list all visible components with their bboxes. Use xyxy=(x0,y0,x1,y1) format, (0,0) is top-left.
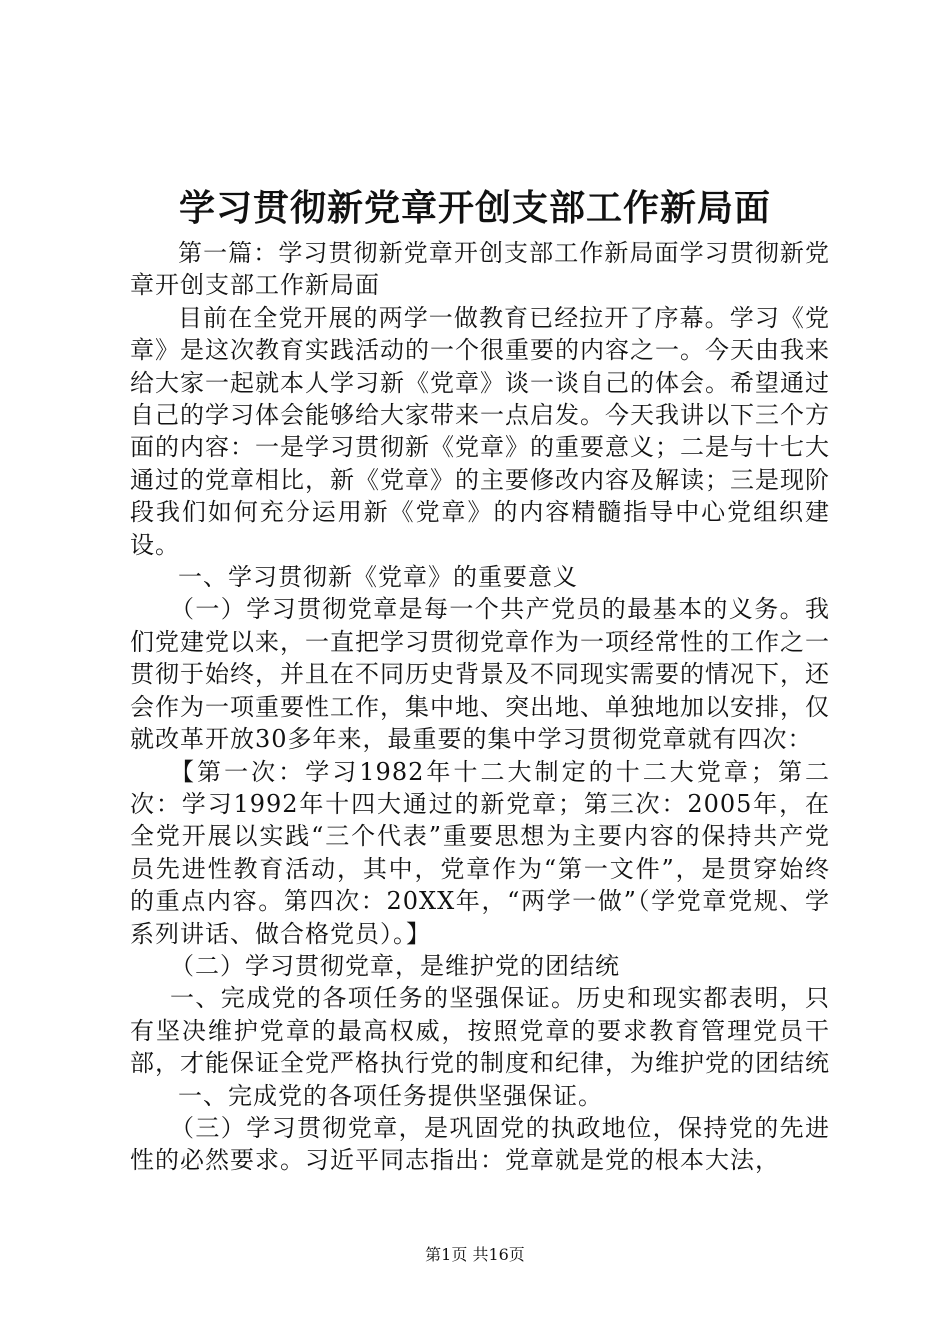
paragraph-point-2-end: 一、完成党的各项任务提供坚强保证。 xyxy=(178,1081,603,1110)
paragraph-point-1: （一）学习贯彻党章是每一个共产党员的最基本的义务。我们党建党以来，一直把学习贯彻党章作为一项经常性的工作之一贯彻于始终，并且在不同历史背景及不同现实需要的情况下，还会作为一项重要性工作，集中地、突出地、单独地加以安排，仅就改革开放30多年来，最重要的集中学习贯彻党章就有四次： xyxy=(130,595,830,754)
document-title: 学习贯彻新党章开创支部工作新局面 xyxy=(178,187,771,229)
section-heading-1: 一、学习贯彻新《党章》的重要意义 xyxy=(178,563,578,592)
paragraph-chapter-heading: 第一篇：学习贯彻新党章开创支部工作新局面学习贯彻新党章开创支部工作新局面 xyxy=(130,239,830,300)
document-body xyxy=(130,237,830,1177)
paragraph-point-2: （二）学习贯彻党章，是维护党的团结统 xyxy=(170,951,620,980)
page-number-footer: 第1页 共16页 xyxy=(425,1245,525,1264)
paragraph-point-3: （三）学习贯彻党章，是巩固党的执政地位，保持党的先进性的必然要求。习近平同志指出：党章就是党的根本大法， xyxy=(130,1113,830,1175)
paragraph-point-2-body: 一、完成党的各项任务的坚强保证。历史和现实都表明，只有坚决维护党章的最高权威，按照党章的要求教育管理党员干部，才能保证全党严格执行党的制度和纪律，为维护党的团结统 xyxy=(130,984,830,1078)
paragraph-bracket-list: 【第一次：学习1982年十二大制定的十二大党章；第二次：学习1992年十四大通过的新党章；第三次：2005年，在全党开展以实践“三个代表”重要思想为主要内容的保持共产党员先进性教育活动，其中，党章作为“第一文件”，是贯穿始终的重点内容。第四次：20XX年，“两学一做”（学党章党规、学系列讲话、做合格党员）。】 xyxy=(130,757,830,948)
paragraph-intro: 目前在全党开展的两学一做教育已经拉开了序幕。学习《党章》是这次教育实践活动的一个很重要的内容之一。今天由我来给大家一起就本人学习新《党章》谈一谈自己的体会。希望通过自己的学习体会能够给大家带来一点启发。今天我讲以下三个方面的内容：一是学习贯彻新《党章》的重要意义；二是与十七大通过的党章相比，新《党章》的主要修改内容及解读；三是现阶段我们如何充分运用新《党章》的内容精髓指导中心党组织建设。 xyxy=(130,303,830,559)
